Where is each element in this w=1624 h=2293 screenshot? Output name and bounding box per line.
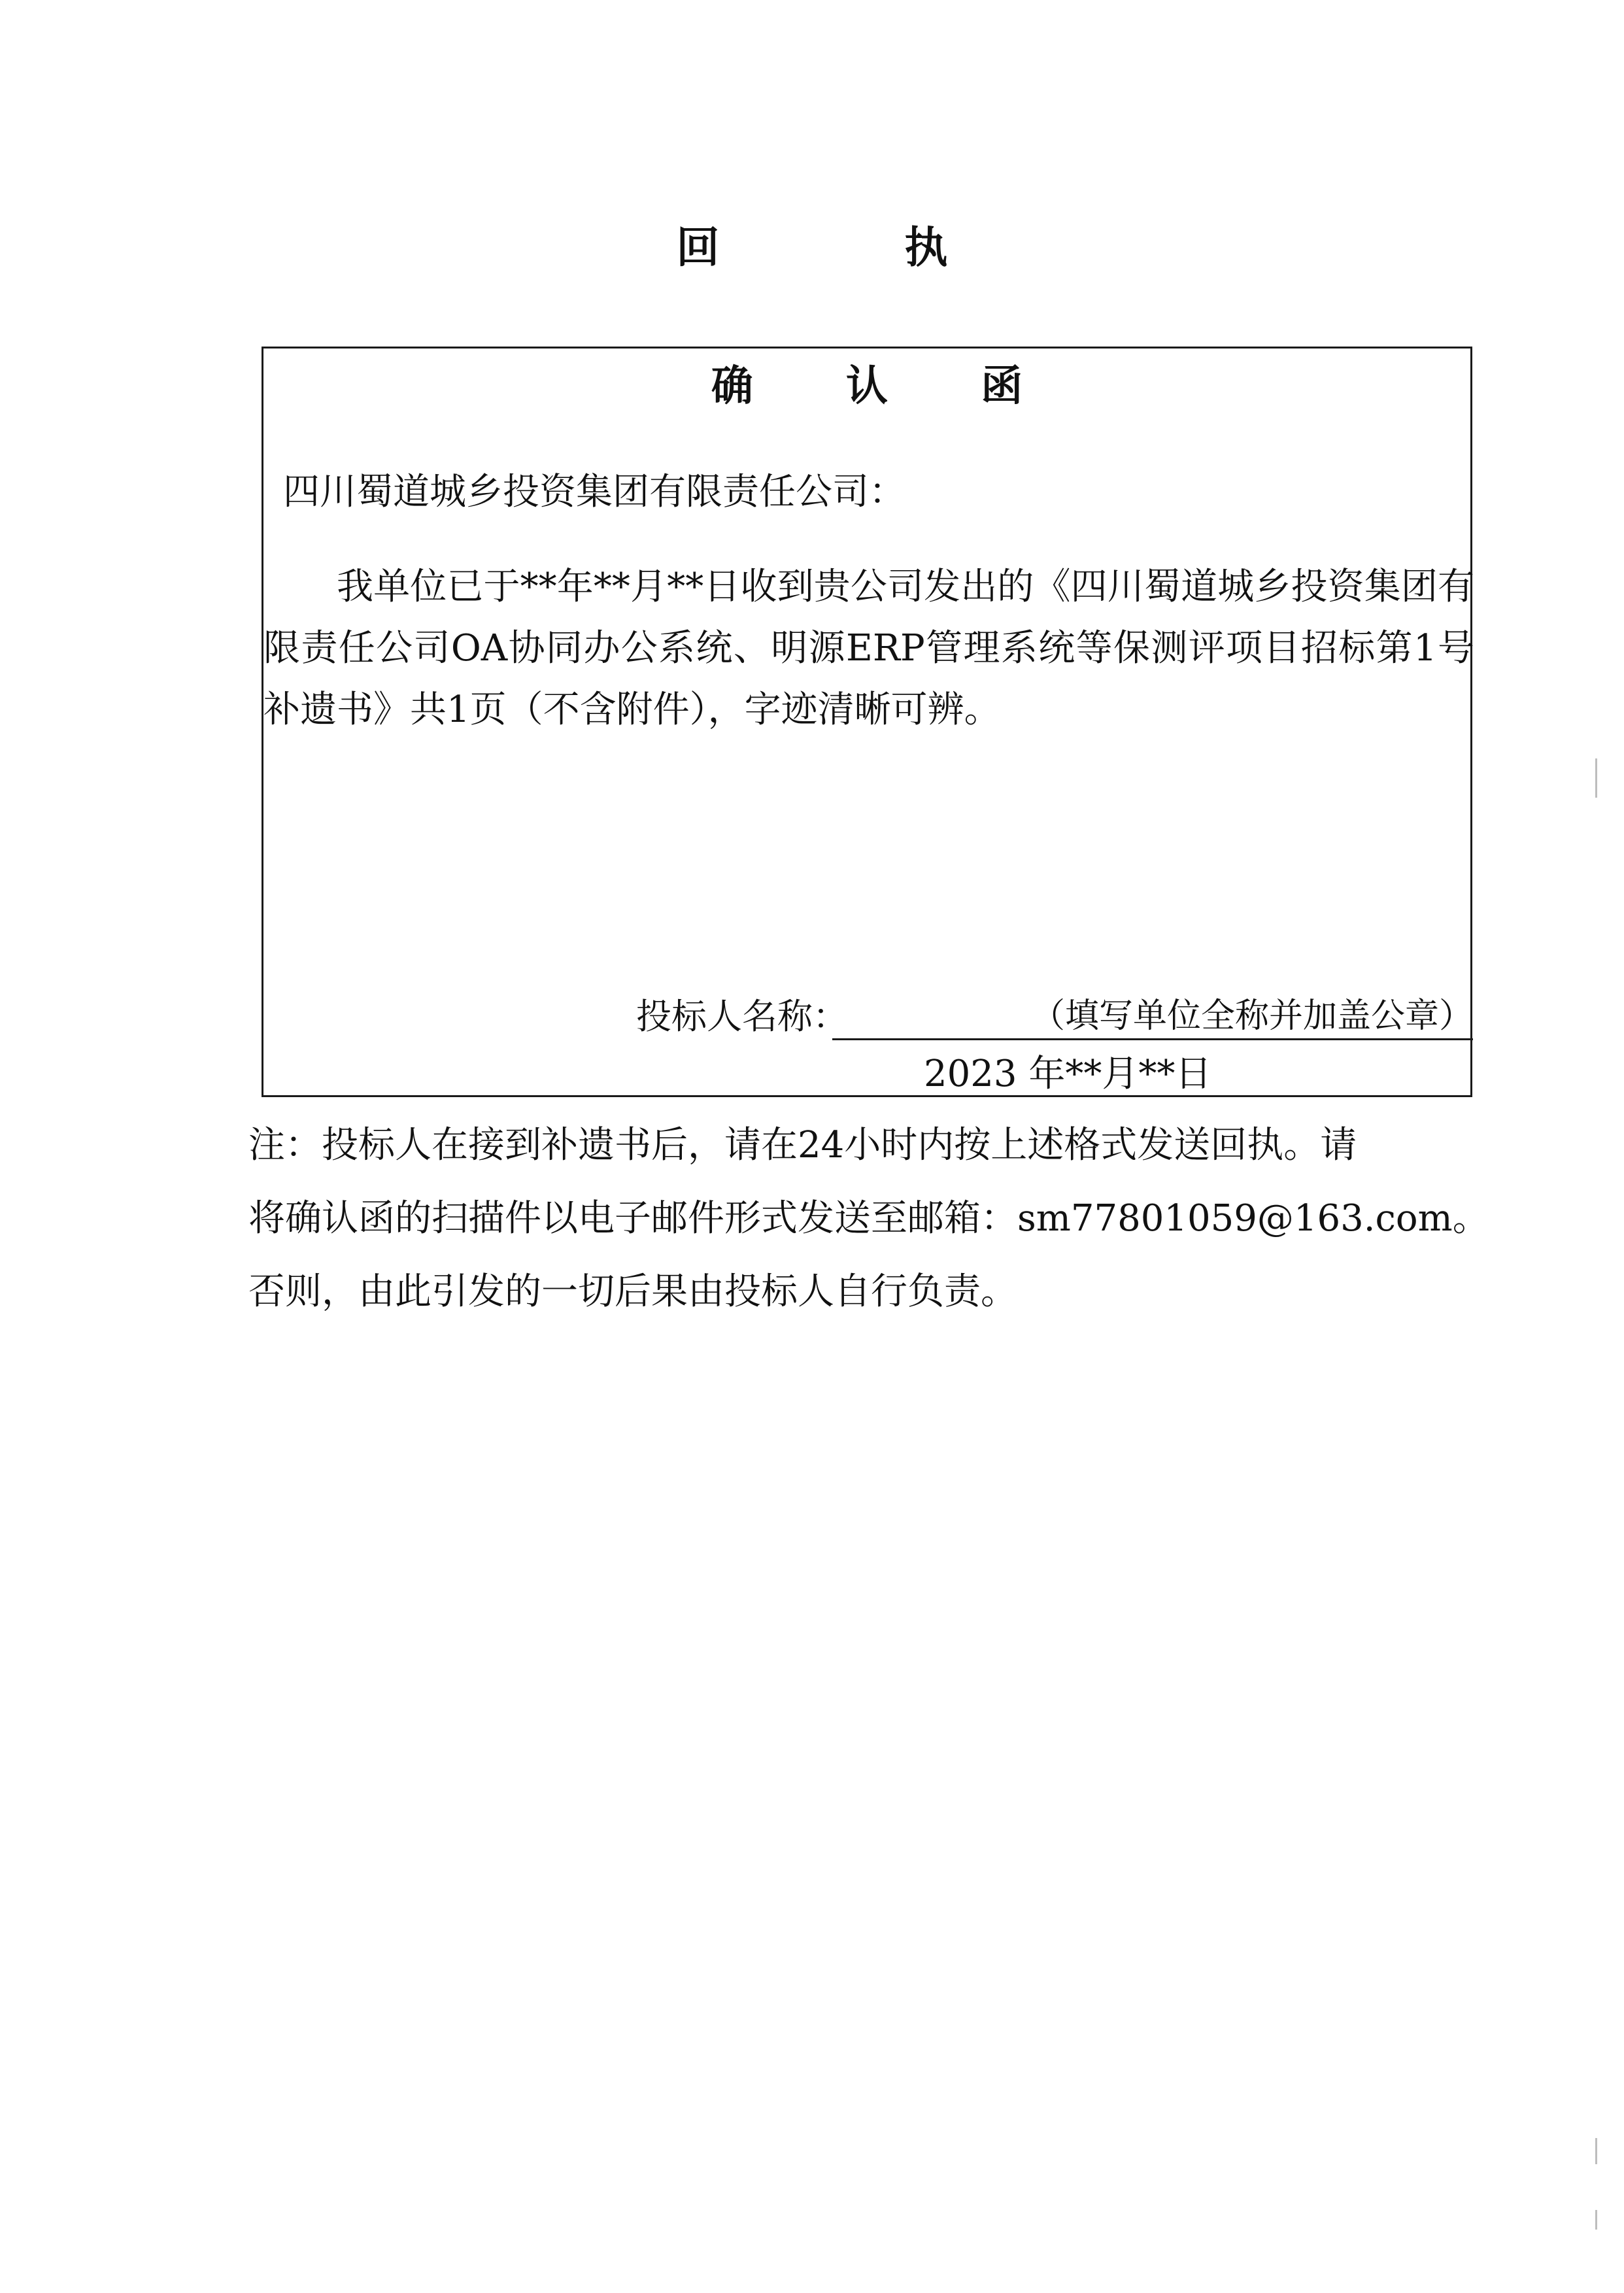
scan-margin-mark [1595, 2210, 1597, 2230]
scan-margin-mark [1595, 2138, 1597, 2164]
confirmation-body: 我单位已于**年**月**日收到贵公司发出的《四川蜀道城乡投资集团有限责任公司OA协同办公系统、明源ERP管理系统等保测评项目招标第1号补遗书》共1页（不含附件），字迹清晰可辨。 [263, 566, 1474, 731]
note-block [248, 1124, 1491, 1347]
confirmation-letter-heading: 确 认 函 [711, 362, 1062, 411]
addressee: 四川蜀道城乡投资集团有限责任公司： [283, 471, 905, 513]
signer-name-blank [832, 1038, 1473, 1040]
scan-margin-mark [1595, 758, 1597, 798]
note-line: 注：投标人在接到补遗书后，请在24小时内按上述格式发送回执。请 [248, 1124, 1357, 1166]
signer-label: 投标人名称： [636, 996, 848, 1037]
note-line: 将确认函的扫描件以电子邮件形式发送至邮箱：sm77801059@163.com。 [248, 1197, 1489, 1240]
document-title: 回 执 [676, 222, 1033, 273]
signing-date: 2023 年**月**日 [924, 1053, 1212, 1095]
signer-row [636, 996, 1473, 1045]
confirmation-letter-box [262, 347, 1472, 1097]
note-line: 否则，由此引发的一切后果由投标人自行负责。 [248, 1270, 1017, 1313]
signer-hint: （填写单位全称并加盖公章） [1030, 996, 1473, 1036]
